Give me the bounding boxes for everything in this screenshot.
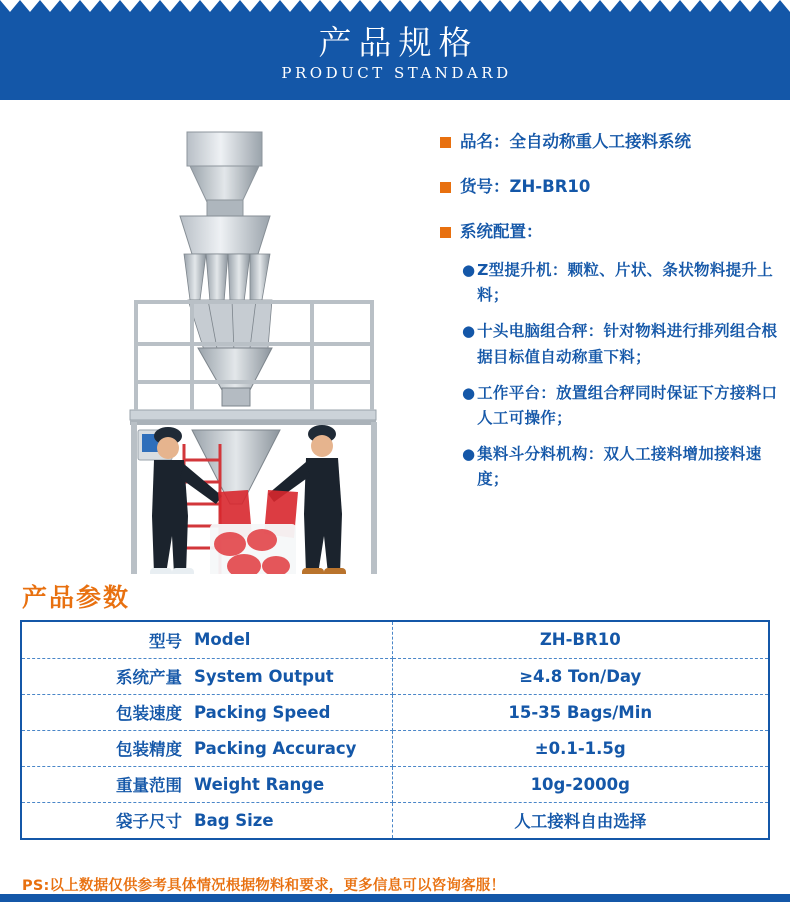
config-item-text: 十头电脑组合秤：针对物料进行排列组合根据目标值自动称重下料； xyxy=(477,322,778,366)
spec-label-product-name: 品名： xyxy=(460,132,510,151)
packing-machine-illustration-icon xyxy=(72,104,412,574)
param-value: ZH-BR10 xyxy=(392,622,768,658)
spec-row-model xyxy=(440,175,780,200)
config-item xyxy=(462,319,780,369)
param-label-cn: 系统产量 xyxy=(22,658,192,694)
param-label-cn: 型号 xyxy=(22,622,192,658)
param-value: 15-35 Bags/Min xyxy=(392,694,768,730)
spec-row-configuration xyxy=(440,220,780,245)
page-header-banner xyxy=(0,0,790,100)
param-label-cn: 包装精度 xyxy=(22,730,192,766)
product-photo xyxy=(72,104,412,574)
param-label-en: Model xyxy=(192,622,392,658)
dot-bullet-icon: ● xyxy=(462,383,476,402)
table-row xyxy=(22,730,768,766)
param-label-en: System Output xyxy=(192,658,392,694)
param-label-cn: 重量范围 xyxy=(22,766,192,802)
orange-square-bullet-icon xyxy=(440,137,451,148)
bottom-accent-bar xyxy=(0,894,790,902)
config-item-text: 集料斗分料机构：双人工接料增加接料速度； xyxy=(477,444,762,489)
config-item-text: Z型提升机：颗粒、片状、条状物料提升上料； xyxy=(477,261,774,305)
config-item xyxy=(462,258,780,308)
dot-bullet-icon: ● xyxy=(462,444,476,463)
param-label-cn: 袋子尺寸 xyxy=(116,812,182,832)
dot-bullet-icon: ● xyxy=(462,322,476,341)
config-item-text: 工作平台：放置组合秤同时保证下方接料口人工可操作； xyxy=(477,383,778,427)
table-row xyxy=(22,802,768,838)
table-row xyxy=(22,622,768,658)
config-item xyxy=(462,381,780,431)
spec-value-model: ZH-BR10 xyxy=(509,176,591,196)
param-value: 人工接料自由选择 xyxy=(514,812,647,832)
spec-value-product-name: 全自动称重人工接料系统 xyxy=(509,132,691,151)
orange-square-bullet-icon xyxy=(440,182,451,193)
banner-title-en: PRODUCT STANDARD xyxy=(281,64,512,83)
spec-list xyxy=(440,130,780,503)
param-label-en: Packing Accuracy xyxy=(192,730,392,766)
param-value: ≥4.8 Ton/Day xyxy=(392,658,768,694)
spec-row-product-name xyxy=(440,130,780,155)
table-row xyxy=(22,658,768,694)
orange-square-bullet-icon xyxy=(440,227,451,238)
dot-bullet-icon: ● xyxy=(462,261,476,280)
param-label-en: Bag Size xyxy=(192,802,392,838)
param-value: 10g-2000g xyxy=(392,766,768,802)
banner-title-cn: 产品规格 xyxy=(318,22,479,62)
param-label-en: Packing Speed xyxy=(192,694,392,730)
spec-label-configuration: 系统配置： xyxy=(460,221,543,241)
params-section-title: 产品参数 xyxy=(22,583,131,612)
params-footnote: PS:以上数据仅供参考具体情况根据物料和要求，更多信息可以咨询客服！ xyxy=(22,878,506,894)
param-label-en: Weight Range xyxy=(192,766,392,802)
params-table xyxy=(20,620,770,840)
config-item xyxy=(462,442,780,492)
param-label-cn: 包装速度 xyxy=(22,694,192,730)
spec-label-model: 货号： xyxy=(460,176,510,196)
table-row xyxy=(22,694,768,730)
table-row xyxy=(22,766,768,802)
param-value: ±0.1-1.5g xyxy=(392,730,768,766)
product-overview-section xyxy=(0,100,790,570)
